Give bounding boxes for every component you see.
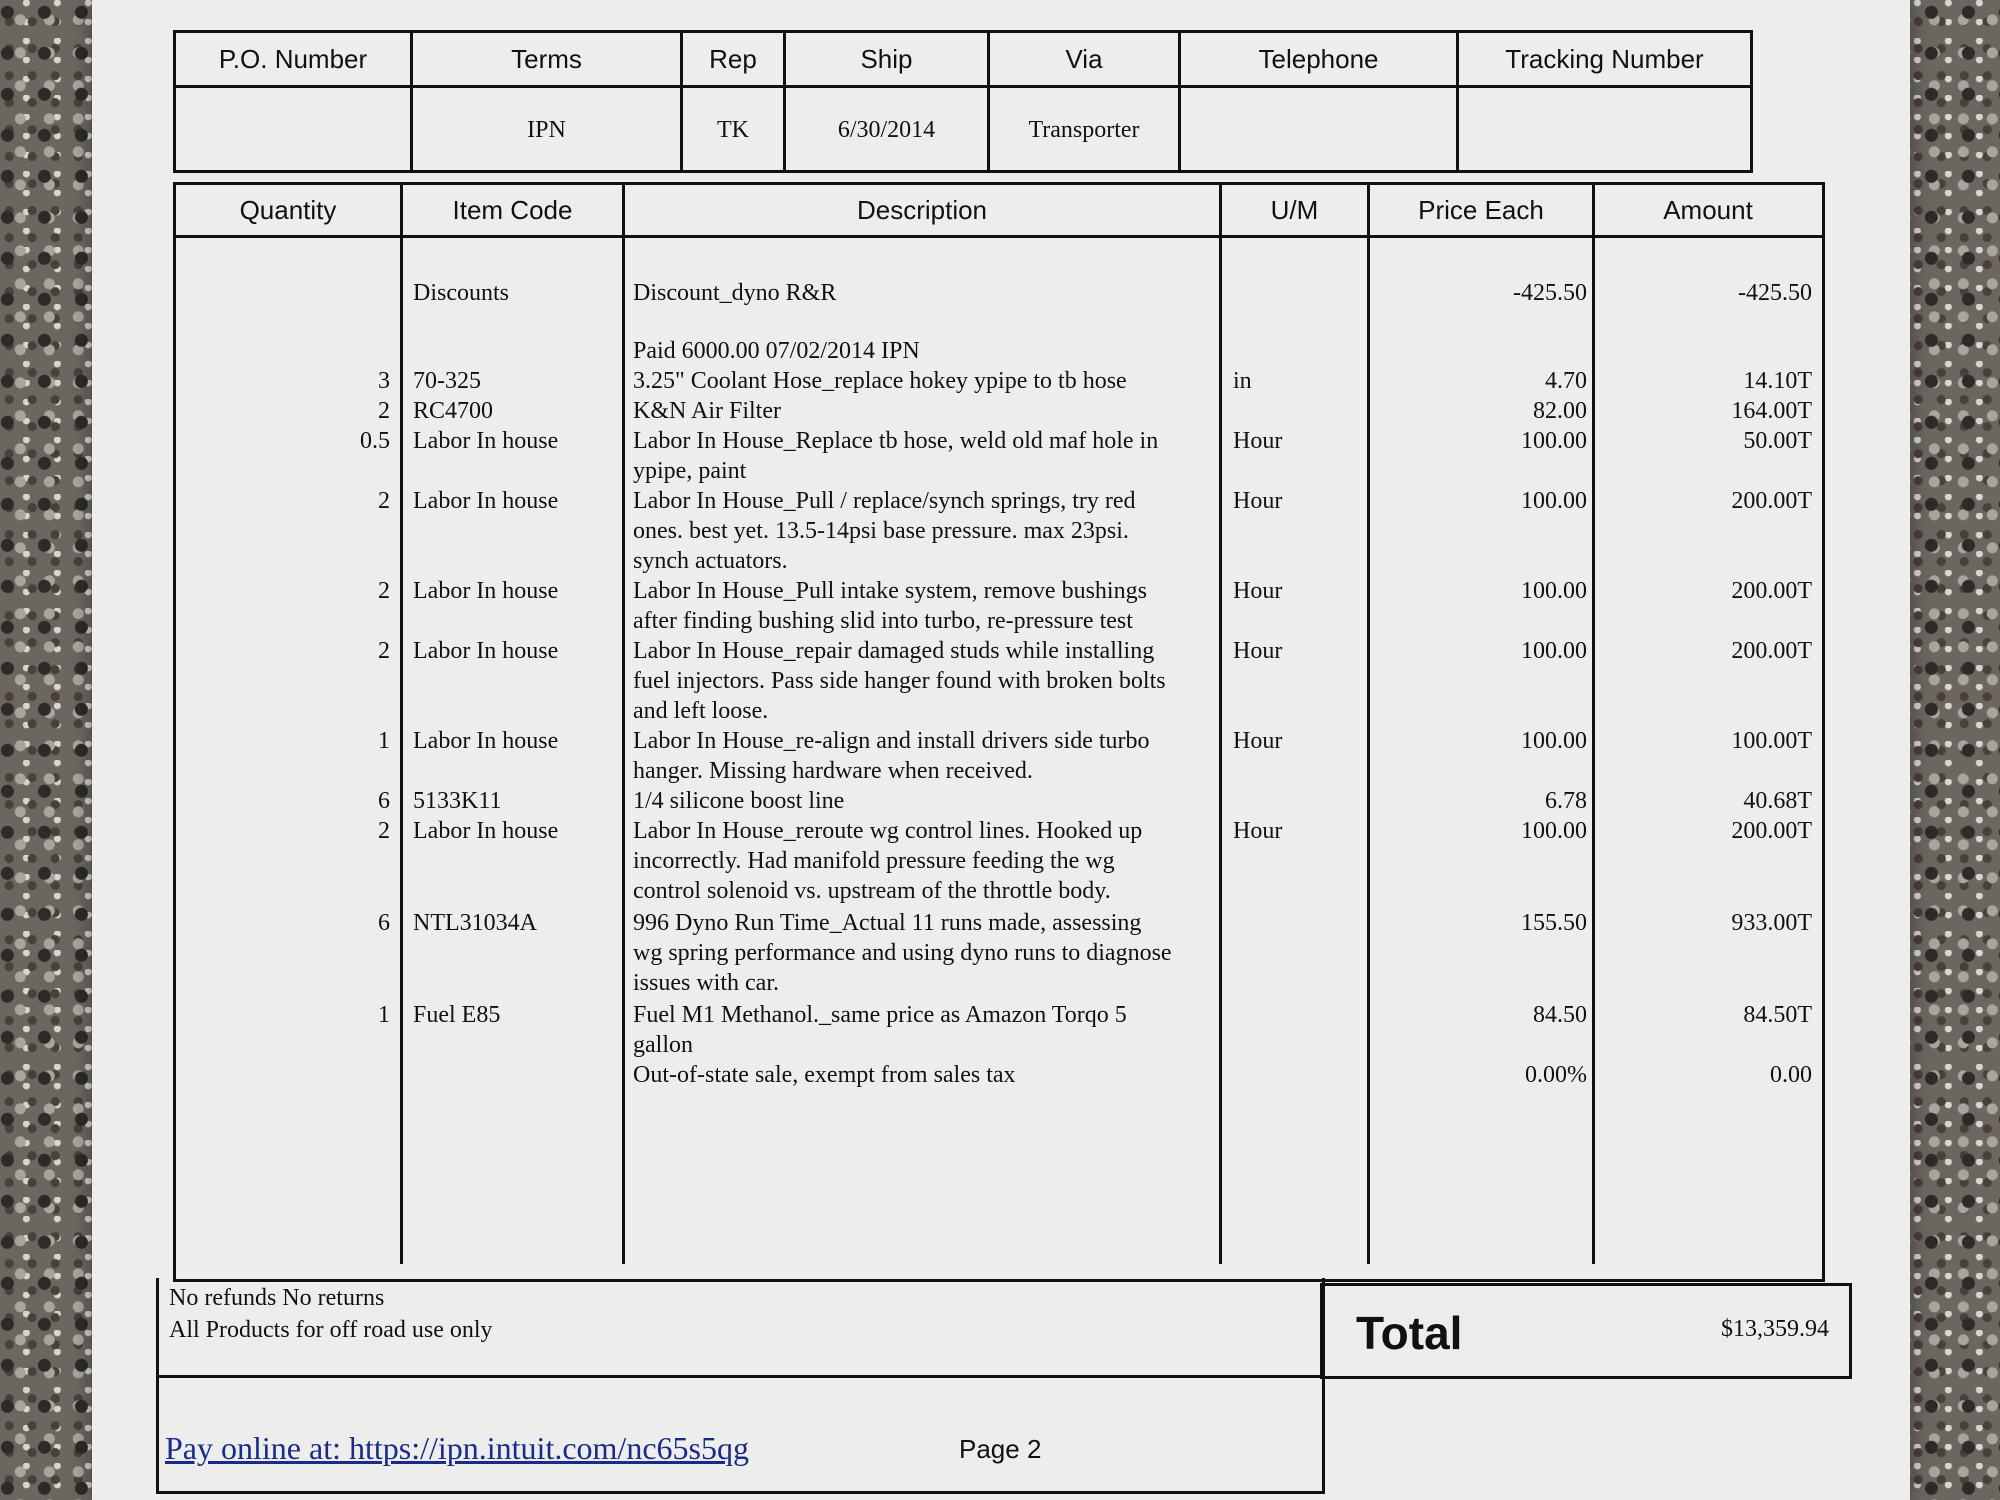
rep-header: Rep xyxy=(683,33,786,85)
row-price: 82.00 xyxy=(1533,398,1587,424)
terms-value: IPN xyxy=(413,88,683,173)
row-qty: 1 xyxy=(378,1002,390,1028)
row-item-code: RC4700 xyxy=(413,398,494,424)
ship-header: Ship xyxy=(786,33,990,85)
row-amount: 0.00 xyxy=(1770,1062,1812,1088)
row-description: 3.25" Coolant Hose_replace hokey ypipe to tb hose xyxy=(633,368,1127,394)
row-price: 100.00 xyxy=(1521,638,1587,664)
row-item-code: Labor In house xyxy=(413,488,559,514)
po-number-header: P.O. Number xyxy=(176,33,413,85)
row-description: Labor In House_Pull / replace/synch springs, try red ones. best yet. 13.5-14psi base pressure. max 23psi. synch actuators. xyxy=(633,488,1136,574)
row-item-code: Labor In house xyxy=(413,728,559,754)
row-description: Labor In House_re-align and install drivers side turbo hanger. Missing hardware when received. xyxy=(633,728,1150,784)
telephone-value xyxy=(1181,88,1459,173)
row-amount: 200.00T xyxy=(1731,488,1812,514)
row-amount: 50.00T xyxy=(1743,428,1812,454)
row-qty: 6 xyxy=(378,910,390,936)
via-value: Transporter xyxy=(990,88,1181,173)
row-amount: 200.00T xyxy=(1731,818,1812,844)
row-um: in xyxy=(1233,368,1252,394)
total-value: $13,359.94 xyxy=(1721,1316,1829,1342)
row-qty: 2 xyxy=(378,488,390,514)
row-description: Out-of-state sale, exempt from sales tax xyxy=(633,1062,1016,1088)
row-um: Hour xyxy=(1233,728,1283,754)
row-description: Labor In House_repair damaged studs while installing fuel injectors. Pass side hanger found with broken bolts and left loose. xyxy=(633,638,1166,724)
row-amount: 84.50T xyxy=(1743,1002,1812,1028)
row-description: Fuel M1 Methanol._same price as Amazon Torqo 5 gallon xyxy=(633,1002,1127,1058)
tracking-number-header: Tracking Number xyxy=(1505,43,1704,74)
row-amount: 933.00T xyxy=(1731,910,1812,936)
column-divider xyxy=(1367,238,1370,1264)
column-divider xyxy=(622,238,625,1264)
row-price: 0.00% xyxy=(1525,1062,1587,1088)
um-header: U/M xyxy=(1222,185,1370,235)
description-header: Description xyxy=(625,185,1222,235)
row-amount: 40.68T xyxy=(1743,788,1812,814)
row-description: K&N Air Filter xyxy=(633,398,781,424)
row-amount: 200.00T xyxy=(1731,578,1812,604)
terms-header: Terms xyxy=(413,33,683,85)
row-item-code: 70-325 xyxy=(413,368,481,394)
row-item-code: Labor In house xyxy=(413,818,559,844)
po-number-value xyxy=(176,88,413,173)
line-items-body xyxy=(176,238,1822,1264)
line-items-table xyxy=(173,182,1825,1282)
row-price: 100.00 xyxy=(1521,728,1587,754)
row-qty: 2 xyxy=(378,398,390,424)
row-qty: 3 xyxy=(378,368,390,394)
row-description: Paid 6000.00 07/02/2014 IPN xyxy=(633,338,920,364)
row-um: Hour xyxy=(1233,488,1283,514)
row-price: 100.00 xyxy=(1521,488,1587,514)
invoice-header-table xyxy=(173,30,1753,173)
page-number: Page 2 xyxy=(959,1434,1042,1464)
row-price: 6.78 xyxy=(1545,788,1587,814)
row-item-code: 5133K11 xyxy=(413,788,502,814)
column-divider xyxy=(1592,238,1595,1264)
pay-online-link[interactable]: Pay online at: https://ipn.intuit.com/nc65s5qg xyxy=(165,1430,749,1466)
telephone-header: Telephone xyxy=(1181,33,1459,85)
total-box xyxy=(1320,1283,1852,1379)
amount-header: Amount xyxy=(1663,194,1753,225)
row-item-code: Labor In house xyxy=(413,578,559,604)
row-um: Hour xyxy=(1233,818,1283,844)
item-code-header: Item Code xyxy=(403,185,625,235)
row-qty: 0.5 xyxy=(360,428,390,454)
row-amount: 164.00T xyxy=(1731,398,1812,424)
row-qty: 2 xyxy=(378,578,390,604)
row-price: 100.00 xyxy=(1521,428,1587,454)
row-price: 100.00 xyxy=(1521,578,1587,604)
quantity-header: Quantity xyxy=(176,185,403,235)
row-amount: 14.10T xyxy=(1743,368,1812,394)
row-qty: 2 xyxy=(378,638,390,664)
row-amount: -425.50 xyxy=(1738,280,1812,306)
row-item-code: Discounts xyxy=(413,280,509,306)
row-item-code: NTL31034A xyxy=(413,910,537,936)
row-qty: 6 xyxy=(378,788,390,814)
tracking-number-value xyxy=(1459,88,1750,173)
row-description: 996 Dyno Run Time_Actual 11 runs made, assessing wg spring performance and using dyno runs to diagnose issues with car. xyxy=(633,910,1172,996)
column-divider xyxy=(400,238,403,1264)
row-description: Labor In House_Replace tb hose, weld old maf hole in ypipe, paint xyxy=(633,428,1159,484)
row-price: 4.70 xyxy=(1545,368,1587,394)
ship-value: 6/30/2014 xyxy=(786,88,990,173)
rep-value: TK xyxy=(683,88,786,173)
row-description: 1/4 silicone boost line xyxy=(633,788,845,814)
row-um: Hour xyxy=(1233,578,1283,604)
row-description: Discount_dyno R&R xyxy=(633,280,837,306)
row-price: 100.00 xyxy=(1521,818,1587,844)
off-road-note: All Products for off road use only xyxy=(169,1317,493,1343)
row-um: Hour xyxy=(1233,638,1283,664)
row-price: 155.50 xyxy=(1521,910,1587,936)
row-amount: 100.00T xyxy=(1731,728,1812,754)
row-qty: 2 xyxy=(378,818,390,844)
row-qty: 1 xyxy=(378,728,390,754)
row-description: Labor In House_reroute wg control lines. Hooked up incorrectly. Had manifold pressure feeding the wg control solenoid vs. upstream of the throttle body. xyxy=(633,818,1143,904)
row-item-code: Labor In house xyxy=(413,428,559,454)
column-divider xyxy=(1219,238,1222,1264)
price-each-header: Price Each xyxy=(1370,185,1595,235)
row-amount: 200.00T xyxy=(1731,638,1812,664)
footer-notes-box xyxy=(156,1278,1325,1494)
row-item-code: Labor In house xyxy=(413,638,559,664)
row-price: 84.50 xyxy=(1533,1002,1587,1028)
total-label: Total xyxy=(1356,1307,1463,1359)
row-item-code: Fuel E85 xyxy=(413,1002,501,1028)
via-header: Via xyxy=(990,33,1181,85)
row-description: Labor In House_Pull intake system, remove bushings after finding bushing slid into turbo, re-pressure test xyxy=(633,578,1147,634)
row-price: -425.50 xyxy=(1513,280,1587,306)
no-refunds-note: No refunds No returns xyxy=(169,1285,385,1311)
row-um: Hour xyxy=(1233,428,1283,454)
